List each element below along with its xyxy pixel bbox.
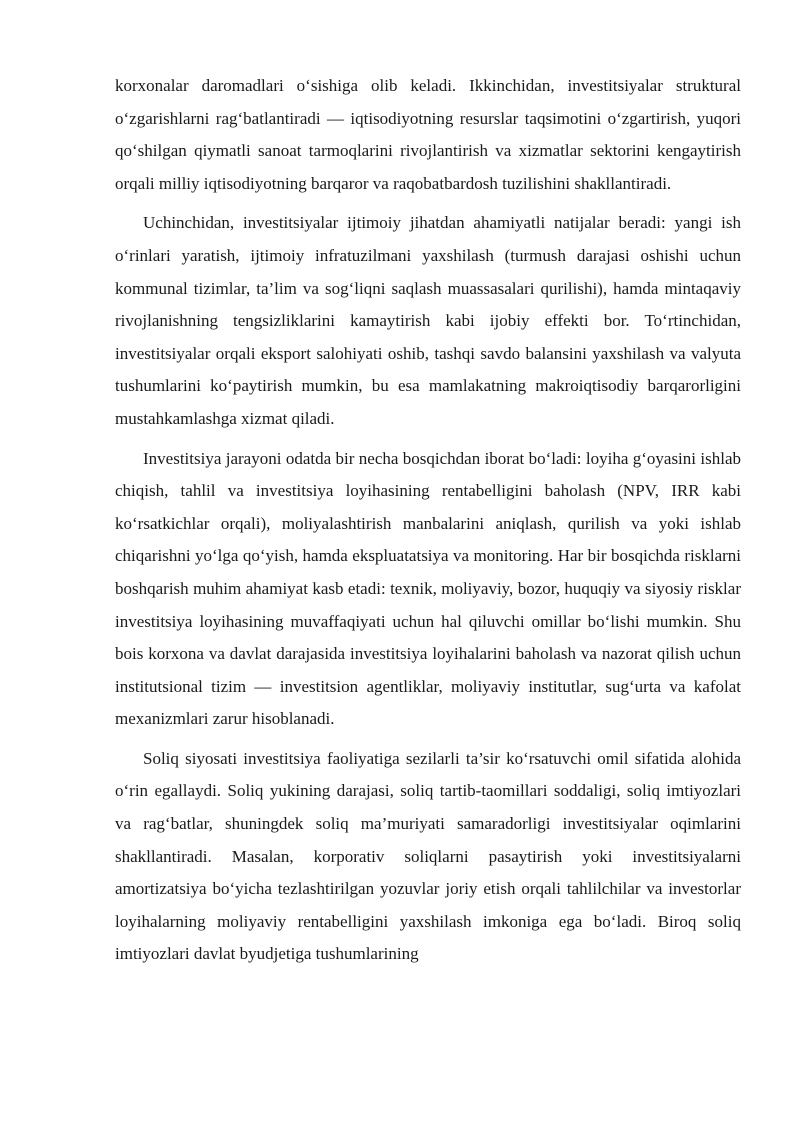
body-text — [115, 70, 741, 971]
paragraph-investment-process: Investitsiya jarayoni odatda bir necha bosqichdan iborat bo‘ladi: loyiha g‘oyasini ishlab chiqish, tahlil va investitsiya loyihasining rentabelligini baholash (NPV, IRR kabi ko‘rsatkichlar orqali), moliyalashtirish manbalarini aniqlash, qurilish va yoki ishlab chiqarishni yo‘lga qo‘yish, hamda ekspluatatsiya va monitoring. Har bir bosqichda risklarni boshqarish muhim ahamiyat kasb etadi: texnik, moliyaviy, bozor, huquqiy va siyosiy risklar investitsiya loyihasining muvaffaqiyati uchun hal qiluvchi omillar bo‘lishi mumkin. Shu bois korxona va davlat darajasida investitsiya loyihalarini baholash va nazorat qilish uchun institutsional tizim — investitsion agentliklar, moliyaviy institutlar, sug‘urta va kafolat mexanizmlari zarur hisoblanadi. — [115, 448, 741, 729]
paragraph-thirdly: Uchinchidan, investitsiyalar ijtimoiy jihatdan ahamiyatli natijalar beradi: yangi ish o‘rinlari yaratish, ijtimoiy infratuzilmani yaxshilash (turmush darajasi oshishi uchun kommunal tizimlar, ta’lim va sog‘liqni saqlash muassasalari qurilishi), hamda mintaqaviy rivojlanishning tengsizliklarini kamaytirish kabi ijobiy effekti bor. To‘rtinchidan, investitsiyalar orqali eksport salohiyati oshib, tashqi savdo balansini yaxshilash va valyuta tushumlarini ko‘paytirish mumkin, bu esa mamlakatning makroiqtisodiy barqarorligini mustahkamlashga xizmat qiladi. — [115, 213, 741, 428]
paragraph-tax-policy: Soliq siyosati investitsiya faoliyatiga sezilarli ta’sir ko‘rsatuvchi omil sifatida alohida o‘rin egallaydi. Soliq yukining darajasi, soliq tartib-taomillari soddaligi, soliq imtiyozlari va rag‘batlar, shuningdek soliq ma’muriyati samaradorligi investitsiyalar oqimlarini shakllantiradi. Masalan, korporativ soliqlarni pasaytirish yoki investitsiyalarni amortizatsiya bo‘yicha tezlashtirilgan yozuvlar joriy etish orqali tahlilchilar va investorlar loyihalarning moliyaviy rentabelligini yaxshilash imkoniga ega bo‘ladi. Biroq soliq imtiyozlari davlat byudjetiga tushumlarining — [115, 748, 741, 964]
paragraph-continued: korxonalar daromadlari o‘sishiga olib keladi. Ikkinchidan, investitsiyalar struktural o‘zgarishlarni rag‘batlantiradi — iqtisodiyotning resurslar taqsimotini o‘zgartirish, yuqori qo‘shilgan qiymatli sanoat tarmoqlarini rivojlantirish va xizmatlar sektorini kengaytirish orqali milliy iqtisodiyotning barqaror va raqobatbardosh tuzilishini shakllantiradi. — [115, 76, 741, 193]
